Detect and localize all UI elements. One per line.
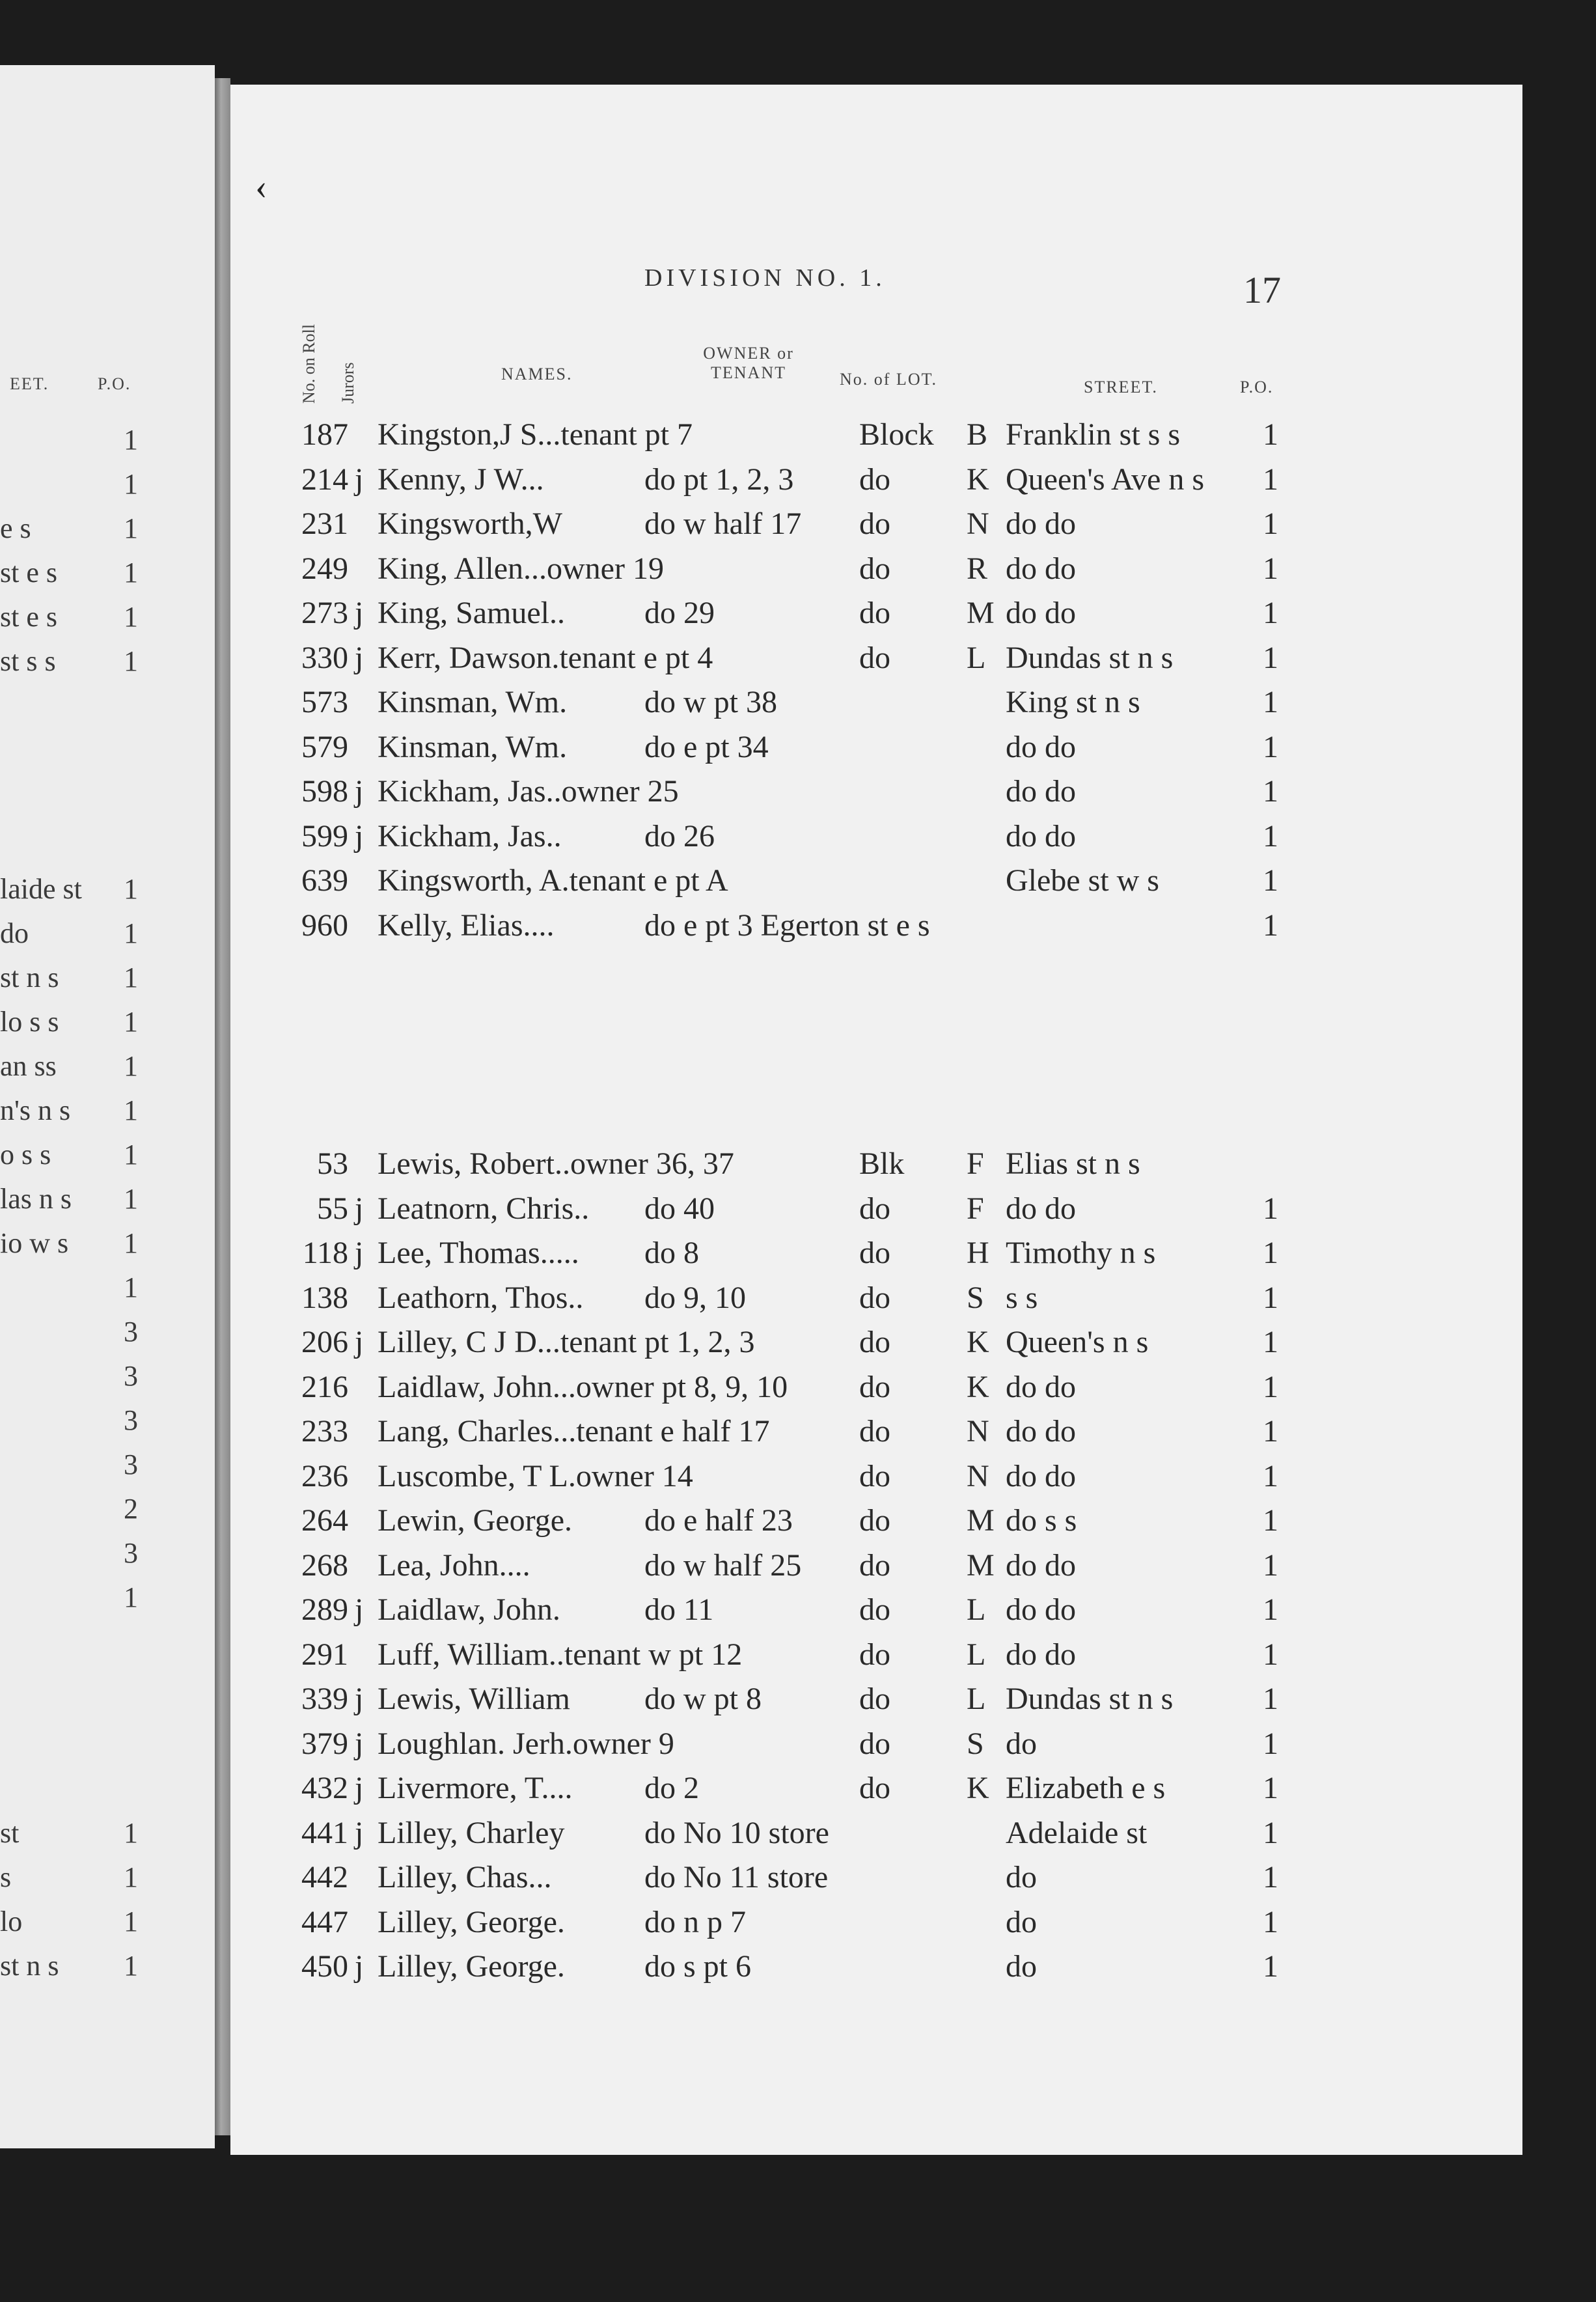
- left-po-value: 1: [124, 1183, 138, 1215]
- block: do: [859, 1236, 890, 1270]
- entry-name: Leatnorn, Chris..: [378, 1191, 590, 1226]
- roll-number: 268: [301, 1547, 348, 1583]
- column-street: STREET.: [1084, 378, 1158, 396]
- entry-name: Leathorn, Thos..: [378, 1280, 584, 1315]
- juror-mark: j: [355, 818, 364, 853]
- left-po-value: 1: [124, 1139, 138, 1171]
- entry-name: King, Allen...owner 19: [378, 551, 664, 586]
- block-letter: M: [967, 1503, 995, 1538]
- entry-name: Kickham, Jas..owner 25: [378, 774, 679, 809]
- po: 1: [1263, 818, 1278, 853]
- street: do do: [1006, 1637, 1076, 1672]
- left-po-value: 3: [124, 1360, 138, 1392]
- po: 1: [1263, 685, 1278, 719]
- left-po-value: 3: [124, 1449, 138, 1480]
- block-letter: R: [967, 551, 988, 586]
- street: do: [1006, 1904, 1037, 1939]
- table-row: [0, 462, 1596, 506]
- po: 1: [1263, 1458, 1278, 1493]
- owner-tenant: do 2: [644, 1771, 699, 1805]
- roll-number: 441: [301, 1815, 348, 1850]
- left-street-text: do: [0, 917, 29, 949]
- table-row: [0, 1503, 1596, 1547]
- block: do: [859, 1682, 890, 1716]
- block: do: [859, 1547, 890, 1583]
- roll-number: 573: [301, 685, 348, 719]
- column-owner-or-tenant: OWNER or TENANT: [703, 344, 794, 382]
- po: 1: [1263, 1325, 1278, 1359]
- owner-tenant: do No 10 store: [644, 1815, 829, 1850]
- owner-tenant: do e half 23: [644, 1503, 793, 1538]
- juror-mark: j: [355, 1726, 364, 1761]
- roll-number: 442: [301, 1860, 348, 1894]
- entry-name: Lewin, George.: [378, 1503, 573, 1538]
- juror-mark: j: [355, 774, 364, 809]
- left-street-text: st n s: [0, 1950, 59, 1982]
- roll-number: 579: [301, 729, 348, 764]
- juror-mark: j: [355, 1325, 364, 1359]
- entry-name: Kenny, J W...: [378, 462, 544, 497]
- entry-name: Kickham, Jas..: [378, 818, 562, 853]
- table-row: [0, 1592, 1596, 1636]
- po: 1: [1263, 1280, 1278, 1315]
- table-row: [0, 1859, 1596, 1904]
- roll-number: 55: [317, 1191, 348, 1226]
- po: 1: [1263, 1236, 1278, 1270]
- entry-name: Lee, Thomas.....: [378, 1236, 579, 1270]
- owner-tenant: do pt 1, 2, 3: [644, 462, 794, 497]
- roll-number: 53: [317, 1146, 348, 1181]
- left-street-text: an ss: [0, 1050, 57, 1082]
- entry-name: Lilley, Chas...: [378, 1860, 552, 1894]
- street: Adelaide st: [1006, 1815, 1148, 1850]
- owner-tenant: do e pt 3 Egerton st e s: [644, 908, 930, 943]
- entry-name: Lilley, C J D...tenant pt 1, 2, 3: [378, 1325, 755, 1359]
- block: do: [859, 506, 890, 541]
- po: 1: [1263, 1637, 1278, 1672]
- juror-mark: j: [355, 1771, 364, 1805]
- entry-name: Kelly, Elias....: [378, 908, 555, 943]
- owner-tenant: do 9, 10: [644, 1280, 746, 1315]
- juror-mark: j: [355, 640, 364, 675]
- roll-number: 236: [301, 1458, 348, 1493]
- street: Dundas st n s: [1006, 640, 1174, 675]
- roll-number: 206: [301, 1325, 348, 1359]
- street: do do: [1006, 818, 1076, 853]
- block: do: [859, 1503, 890, 1538]
- table-row: [0, 1146, 1596, 1190]
- roll-number: 233: [301, 1414, 348, 1449]
- table-row: [0, 863, 1596, 907]
- block-letter: L: [967, 1682, 986, 1716]
- left-po-value: 1: [124, 1227, 138, 1259]
- po: 1: [1263, 1904, 1278, 1939]
- table-row: [0, 1458, 1596, 1503]
- left-po-value: 1: [124, 1006, 138, 1038]
- owner-tenant: do 26: [644, 818, 715, 853]
- left-street-text: lo s s: [0, 1006, 59, 1038]
- block: Blk: [859, 1146, 905, 1181]
- roll-number: 249: [301, 551, 348, 586]
- juror-mark: j: [355, 1682, 364, 1716]
- street: do do: [1006, 1458, 1076, 1493]
- roll-number: 138: [301, 1280, 348, 1315]
- owner-tenant: do 11: [644, 1592, 714, 1627]
- roll-number: 231: [301, 506, 348, 541]
- block: do: [859, 1592, 890, 1627]
- table-row: [0, 551, 1596, 595]
- po: 1: [1263, 1592, 1278, 1627]
- block-letter: N: [967, 1458, 989, 1493]
- block: do: [859, 462, 890, 497]
- block-letter: K: [967, 1369, 989, 1404]
- left-street-text: las n s: [0, 1183, 72, 1215]
- po: 1: [1263, 1682, 1278, 1716]
- entry-name: Kinsman, Wm.: [378, 729, 568, 764]
- table-row: [0, 595, 1596, 639]
- left-street-text: st e s: [0, 601, 57, 633]
- block-letter: S: [967, 1726, 984, 1761]
- block: do: [859, 551, 890, 586]
- left-street-text: s: [0, 1861, 12, 1893]
- table-row: [0, 506, 1596, 550]
- po: 1: [1263, 417, 1278, 452]
- column-no-on-roll-jurors: [273, 326, 378, 404]
- block-letter: H: [967, 1236, 989, 1270]
- street: do do: [1006, 774, 1076, 809]
- street: do do: [1006, 1369, 1076, 1404]
- table-row: [0, 1369, 1596, 1413]
- street: do do: [1006, 1414, 1076, 1449]
- street: do do: [1006, 1547, 1076, 1583]
- entry-name: Kingsworth,W: [378, 506, 562, 541]
- left-po-value: 2: [124, 1493, 138, 1525]
- juror-mark: j: [355, 1592, 364, 1627]
- table-row: [0, 1235, 1596, 1279]
- roll-number: 187: [301, 417, 348, 452]
- owner-tenant: do e pt 34: [644, 729, 769, 764]
- left-po-value: 1: [124, 1050, 138, 1082]
- left-po-value: 1: [124, 468, 138, 500]
- left-po-value: 1: [124, 512, 138, 544]
- street: Queen's Ave n s: [1006, 462, 1205, 497]
- table-row: [0, 1324, 1596, 1368]
- table-row: [0, 1280, 1596, 1324]
- table-row: [0, 773, 1596, 818]
- owner-tenant: do w pt 38: [644, 685, 777, 719]
- left-po-value: 3: [124, 1404, 138, 1436]
- block-letter: K: [967, 462, 989, 497]
- street: Glebe st w s: [1006, 863, 1159, 898]
- left-street-text: st: [0, 1817, 20, 1849]
- block: do: [859, 1726, 890, 1761]
- table-row: [0, 818, 1596, 863]
- entry-name: Loughlan. Jerh.owner 9: [378, 1726, 674, 1761]
- owner-tenant: do 8: [644, 1236, 699, 1270]
- entry-name: Luscombe, T L.owner 14: [378, 1458, 693, 1493]
- left-po-value: 1: [124, 424, 138, 456]
- po: 1: [1263, 1771, 1278, 1805]
- roll-number: 339: [301, 1682, 348, 1716]
- left-po-value: 1: [124, 1950, 138, 1982]
- left-po-value: 1: [124, 601, 138, 633]
- table-row: [0, 1637, 1596, 1681]
- entry-name: Laidlaw, John...owner pt 8, 9, 10: [378, 1369, 788, 1404]
- left-street-heading: EET.: [10, 374, 49, 393]
- entry-name: Laidlaw, John.: [378, 1592, 560, 1627]
- entry-name: Lea, John....: [378, 1547, 530, 1583]
- table-row: [0, 1904, 1596, 1948]
- owner-tenant: do w pt 8: [644, 1682, 762, 1716]
- left-po-value: 3: [124, 1537, 138, 1569]
- left-street-text: laide st: [0, 873, 82, 905]
- block: do: [859, 1771, 890, 1805]
- po: 1: [1263, 1726, 1278, 1761]
- po: 1: [1263, 551, 1278, 586]
- left-po-value: 1: [124, 917, 138, 949]
- po: 1: [1263, 729, 1278, 764]
- roll-number: 379: [301, 1726, 348, 1761]
- block-letter: K: [967, 1771, 989, 1805]
- po: 1: [1263, 462, 1278, 497]
- block: do: [859, 1414, 890, 1449]
- street: Elias st n s: [1006, 1146, 1140, 1181]
- roll-number: 264: [301, 1503, 348, 1538]
- po: 1: [1263, 1191, 1278, 1226]
- po: 1: [1263, 1815, 1278, 1850]
- block-letter: L: [967, 640, 986, 675]
- po: 1: [1263, 640, 1278, 675]
- street: Timothy n s: [1006, 1236, 1156, 1270]
- owner-tenant: do n p 7: [644, 1904, 746, 1939]
- block: do: [859, 1637, 890, 1672]
- roll-number: 330: [301, 640, 348, 675]
- street: Dundas st n s: [1006, 1682, 1174, 1716]
- left-street-text: lo: [0, 1906, 23, 1937]
- block: do: [859, 1191, 890, 1226]
- po: 1: [1263, 908, 1278, 943]
- block-letter: N: [967, 1414, 989, 1449]
- entry-name: Lang, Charles...tenant e half 17: [378, 1414, 770, 1449]
- street: do: [1006, 1949, 1037, 1984]
- column-names: NAMES.: [501, 365, 573, 383]
- table-row: [0, 1815, 1596, 1859]
- owner-tenant: do 40: [644, 1191, 715, 1226]
- left-po-value: 1: [124, 1906, 138, 1937]
- left-street-text: st s s: [0, 645, 56, 677]
- street: s s: [1006, 1280, 1038, 1315]
- block-letter: L: [967, 1592, 986, 1627]
- juror-mark: j: [355, 1236, 364, 1270]
- left-po-value: 1: [124, 645, 138, 677]
- street: do: [1006, 1860, 1037, 1894]
- juror-mark: j: [355, 1949, 364, 1984]
- entry-name: Kinsman, Wm.: [378, 685, 568, 719]
- block-letter: M: [967, 1547, 995, 1583]
- table-row: [0, 1191, 1596, 1235]
- table-row: [0, 1726, 1596, 1770]
- left-po-value: 3: [124, 1316, 138, 1348]
- pencil-mark: ‹: [255, 167, 268, 207]
- left-street-text: io w s: [0, 1227, 69, 1259]
- entry-name: Lewis, Robert..owner 36, 37: [378, 1146, 734, 1181]
- po: 1: [1263, 1949, 1278, 1984]
- entry-name: Livermore, T....: [378, 1771, 573, 1805]
- po: 1: [1263, 1369, 1278, 1404]
- column-jurors: Jurors: [338, 362, 357, 404]
- po: 1: [1263, 596, 1278, 630]
- street: do do: [1006, 596, 1076, 630]
- table-row: [0, 640, 1596, 684]
- street: do do: [1006, 729, 1076, 764]
- block-letter: F: [967, 1146, 984, 1181]
- juror-mark: j: [355, 1191, 364, 1226]
- table-row: [0, 729, 1596, 773]
- column-no-on-roll: No. on Roll: [299, 324, 318, 404]
- juror-mark: j: [355, 596, 364, 630]
- left-po-value: 1: [124, 962, 138, 993]
- roll-number: 598: [301, 774, 348, 809]
- left-street-text: n's n s: [0, 1094, 71, 1126]
- street: Elizabeth e s: [1006, 1771, 1166, 1805]
- po: 1: [1263, 1503, 1278, 1538]
- po: 1: [1263, 863, 1278, 898]
- block-letter: N: [967, 506, 989, 541]
- left-po-value: 1: [124, 1861, 138, 1893]
- block-letter: M: [967, 596, 995, 630]
- table-row: [0, 684, 1596, 728]
- left-po-value: 1: [124, 1817, 138, 1849]
- street: do do: [1006, 506, 1076, 541]
- street: do: [1006, 1726, 1037, 1761]
- owner-tenant: do w half 25: [644, 1547, 802, 1583]
- table-row: [0, 1547, 1596, 1592]
- entry-name: King, Samuel..: [378, 596, 565, 630]
- entry-name: Luff, William..tenant w pt 12: [378, 1637, 743, 1672]
- street: do do: [1006, 551, 1076, 586]
- left-street-text: e s: [0, 512, 31, 544]
- po: 1: [1263, 1860, 1278, 1894]
- block: do: [859, 1325, 890, 1359]
- block-letter: S: [967, 1280, 984, 1315]
- owner-tenant: do s pt 6: [644, 1949, 752, 1984]
- block: do: [859, 1280, 890, 1315]
- left-po-value: 1: [124, 557, 138, 589]
- left-street-text: o s s: [0, 1139, 51, 1171]
- entry-name: Kingston,J S...tenant pt 7: [378, 417, 693, 452]
- block-letter: L: [967, 1637, 986, 1672]
- block-letter: F: [967, 1191, 984, 1226]
- owner-tenant: do 29: [644, 596, 715, 630]
- left-po-value: 1: [124, 1581, 138, 1613]
- roll-number: 216: [301, 1369, 348, 1404]
- page-title: DIVISION NO. 1.: [644, 264, 886, 292]
- block-letter: K: [967, 1325, 989, 1359]
- left-street-text: st n s: [0, 962, 59, 993]
- entry-name: Kingsworth, A.tenant e pt A: [378, 863, 728, 898]
- block-letter: B: [967, 417, 988, 452]
- block: Block: [859, 417, 934, 452]
- entry-name: Kerr, Dawson.tenant e pt 4: [378, 640, 713, 675]
- entry-name: Lilley, George.: [378, 1904, 565, 1939]
- left-po-value: 1: [124, 873, 138, 905]
- left-street-text: st e s: [0, 557, 57, 589]
- po: 1: [1263, 1414, 1278, 1449]
- entry-name: Lilley, George.: [378, 1949, 565, 1984]
- street: King st n s: [1006, 685, 1140, 719]
- roll-number: 960: [301, 908, 348, 943]
- roll-number: 432: [301, 1771, 348, 1805]
- roll-number: 639: [301, 863, 348, 898]
- street: do s s: [1006, 1503, 1077, 1538]
- street: Franklin st s s: [1006, 417, 1181, 452]
- left-po-value: 1: [124, 1271, 138, 1303]
- roll-number: 273: [301, 596, 348, 630]
- left-po-value: 1: [124, 1094, 138, 1126]
- entry-name: Lilley, Charley: [378, 1815, 565, 1850]
- street: do do: [1006, 1592, 1076, 1627]
- roll-number: 289: [301, 1592, 348, 1627]
- block: do: [859, 1458, 890, 1493]
- roll-number: 291: [301, 1637, 348, 1672]
- po: 1: [1263, 506, 1278, 541]
- block: do: [859, 640, 890, 675]
- roll-number: 118: [302, 1236, 348, 1270]
- juror-mark: j: [355, 1815, 364, 1850]
- column-po: P.O.: [1240, 378, 1274, 396]
- roll-number: 450: [301, 1949, 348, 1984]
- roll-number: 599: [301, 818, 348, 853]
- table-row: [0, 1770, 1596, 1814]
- po: 1: [1263, 1547, 1278, 1583]
- page-number: 17: [1243, 269, 1281, 311]
- column-no-of-lot: No. of LOT.: [840, 370, 938, 389]
- block: do: [859, 596, 890, 630]
- table-row: [0, 1413, 1596, 1458]
- roll-number: 214: [301, 462, 348, 497]
- left-po-heading: P.O.: [98, 374, 131, 393]
- roll-number: 447: [301, 1904, 348, 1939]
- table-row: [0, 417, 1596, 461]
- table-row: [0, 908, 1596, 952]
- owner-tenant: do w half 17: [644, 506, 802, 541]
- street: do do: [1006, 1191, 1076, 1226]
- owner-tenant: do No 11 store: [644, 1860, 829, 1894]
- entry-name: Lewis, William: [378, 1682, 570, 1716]
- table-row: [0, 1681, 1596, 1725]
- table-row: [0, 1948, 1596, 1993]
- juror-mark: j: [355, 462, 364, 497]
- block: do: [859, 1369, 890, 1404]
- street: Queen's n s: [1006, 1325, 1149, 1359]
- po: 1: [1263, 774, 1278, 809]
